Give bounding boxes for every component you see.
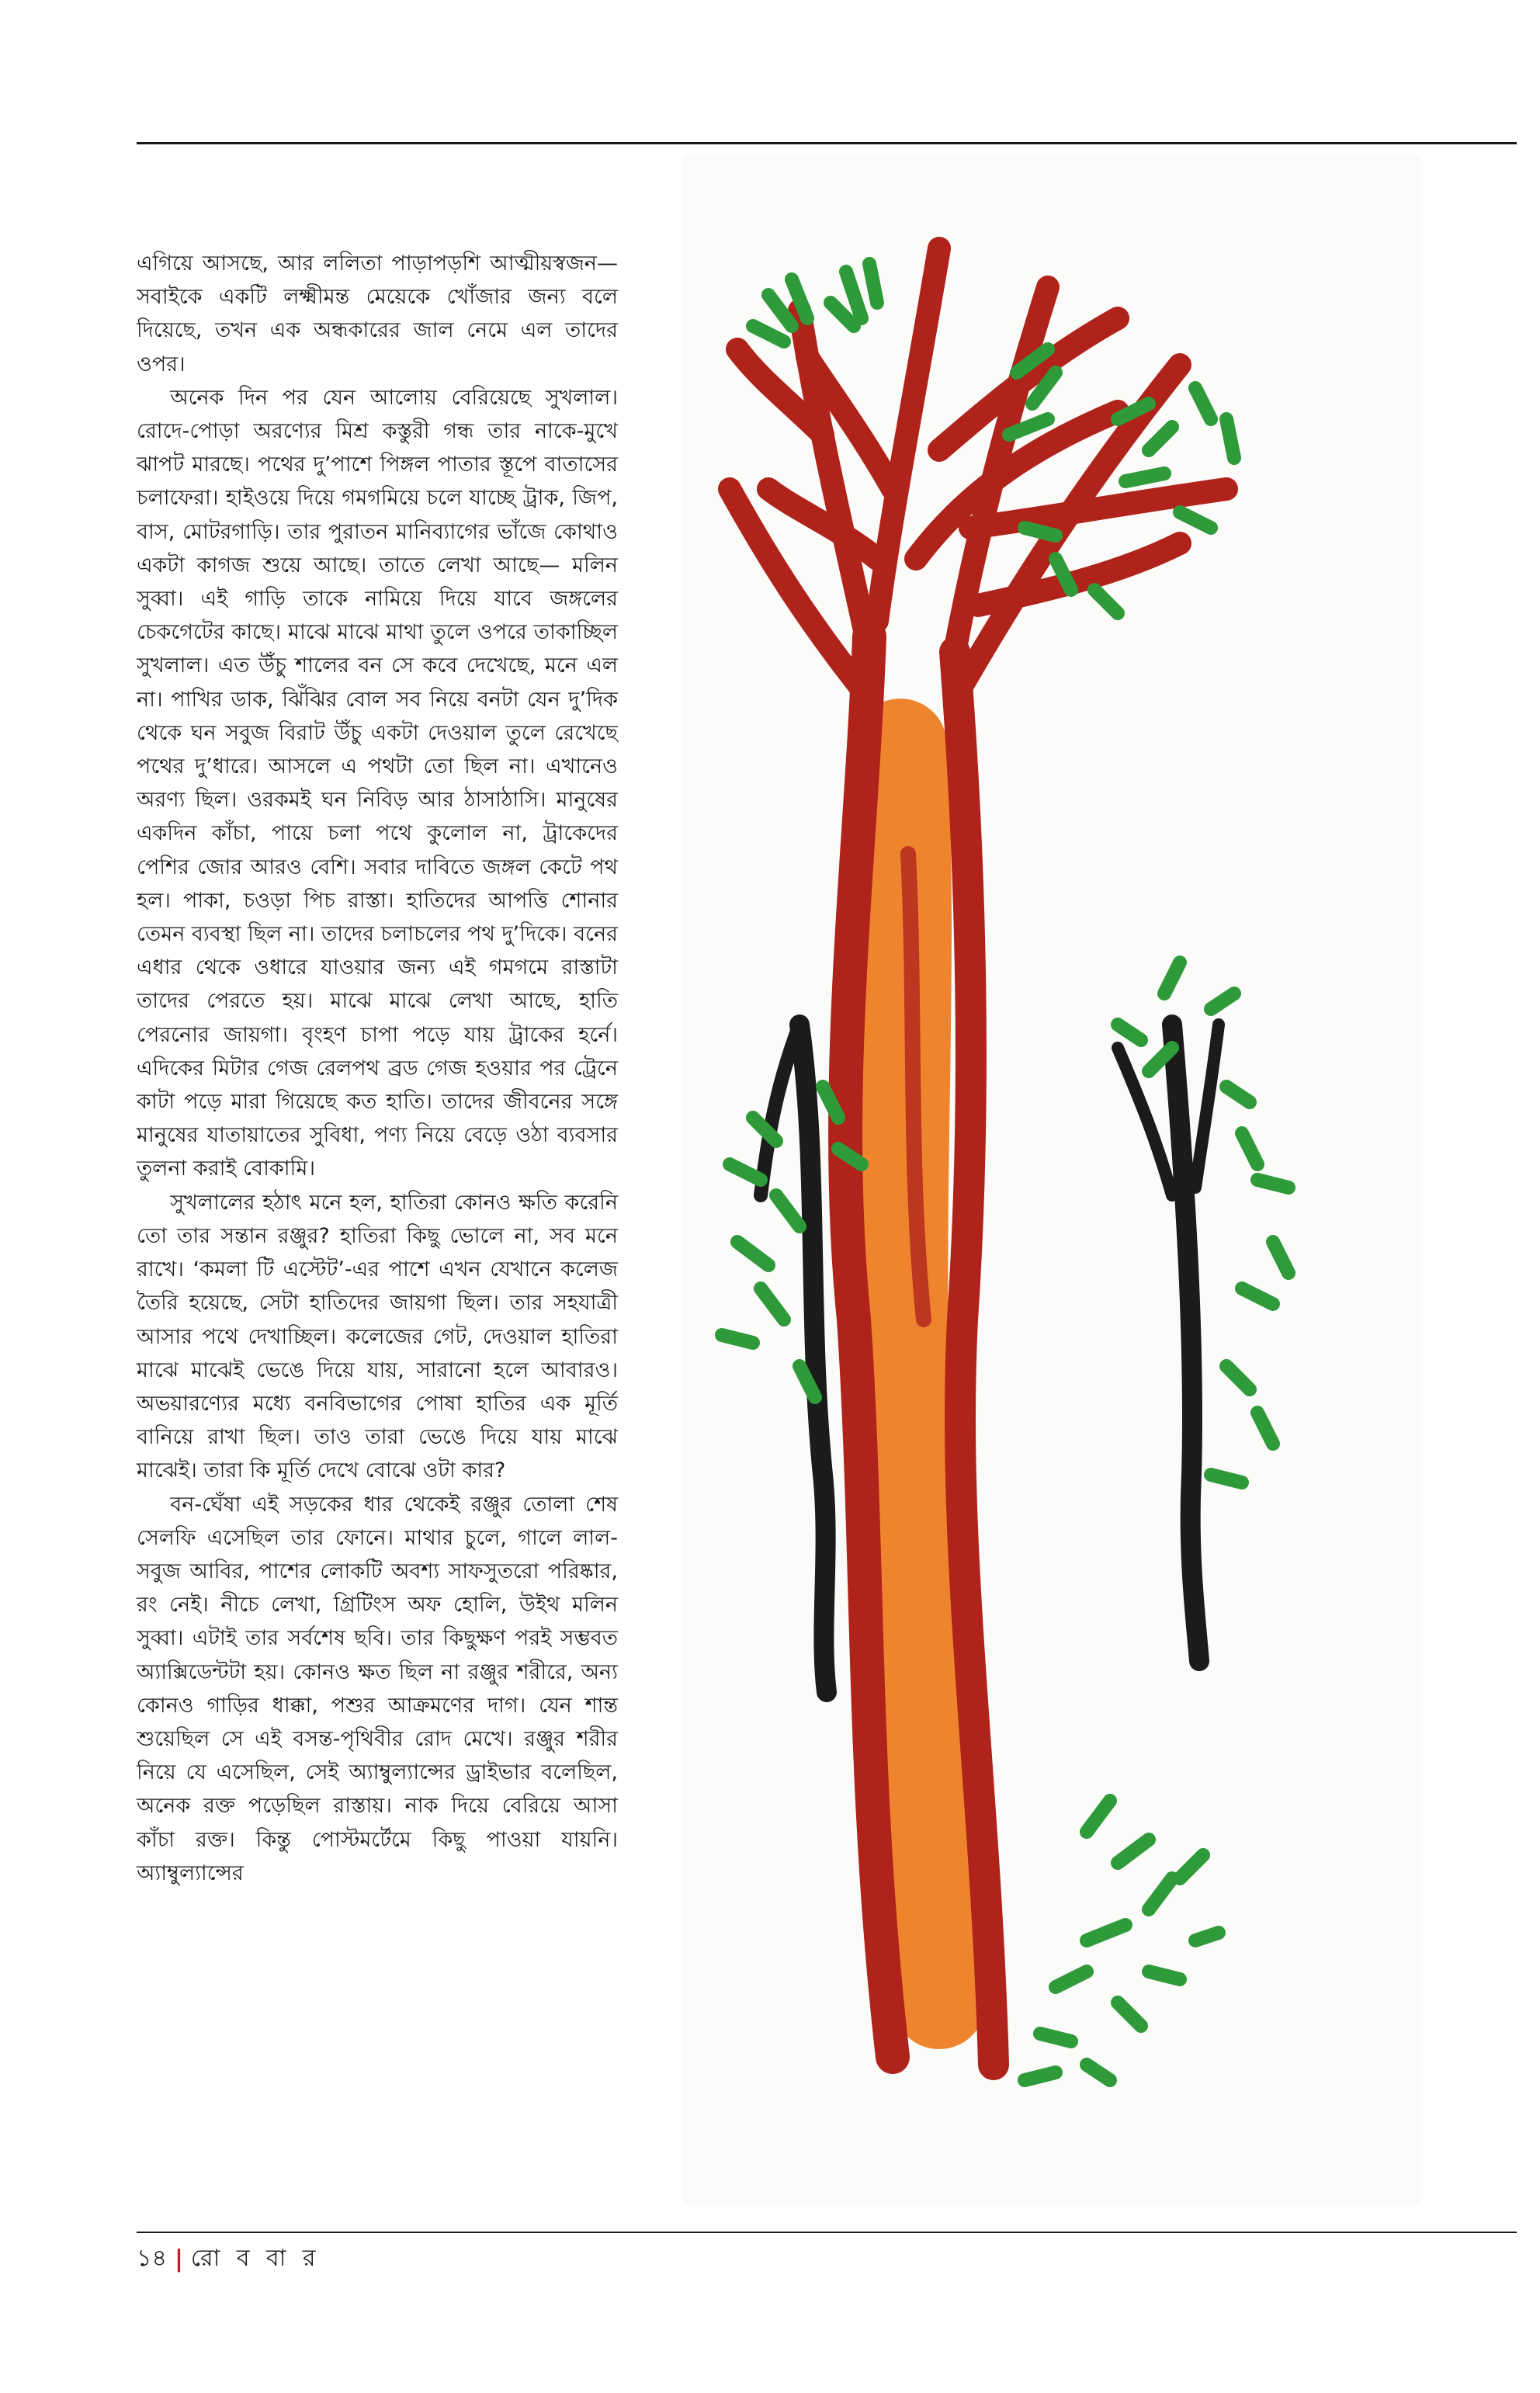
- paragraph: এগিয়ে আসছে, আর ললিতা পাড়াপড়শি আত্মীয়স্বজন— সবাইকে একটি লক্ষ্মীমন্ত মেয়েকে খোঁজার জন্য বলে দিয়েছে, তখন এক অন্ধকারের জাল নেমে এল তাদের ওপর।: [137, 251, 618, 376]
- black-trunk-left: [799, 1025, 827, 1692]
- footer-separator: |: [174, 2246, 183, 2273]
- magazine-name: রো ব বা র: [190, 2245, 321, 2272]
- tree-illustration: [683, 155, 1420, 2204]
- crayon-tree-drawing: [683, 155, 1420, 2204]
- top-rule: [137, 142, 1517, 144]
- bottom-rule: [137, 2232, 1517, 2233]
- paragraph: সুখলালের হঠাৎ মনে হল, হাতিরা কোনও ক্ষতি করেনি তো তার সন্তান রঞ্জুর? হাতিরা কিছু ভোলে না, সব মনে রাখে। ‘কমলা টি এস্টেট’-এর পাশে এখন যেখানে কলেজ তৈরি হয়েছে, সেটা হাতিদের জায়গা ছিল। তার সহযাত্রী আসার পথে দেখাচ্ছিল। কলেজের গেট, দেওয়াল হাতিরা মাঝে মাঝেই ভেঙে দিয়ে যায়, সারানো হলে আবারও। অভয়ারণ্যের মধ্যে বনবিভাগের পোষা হাতির এক মূর্তি বানিয়ে রাখা ছিল। তাও তারা ভেঙে দিয়ে যায় মাঝে মাঝেই। তারা কি মূর্তি দেখে বোঝে ওটা কার?: [137, 1190, 618, 1483]
- page-footer: [137, 2239, 320, 2279]
- paragraph: বন-ঘেঁষা এই সড়কের ধার থেকেই রঞ্জুর তোলা শেষ সেলফি এসেছিল তার ফোনে। মাথার চুলে, গালে লাল-সবুজ আবির, পাশের লোকটি অবশ্য সাফসুতরো পরিষ্কার, রং নেই। নীচে লেখা, গ্রিটিংস অফ হোলি, উইথ মলিন সুব্বা। এটাই তার সর্বশেষ ছবি। তার কিছুক্ষণ পরই সম্ভবত অ্যাক্সিডেন্টটা হয়। কোনও ক্ষত ছিল না রঞ্জুর শরীরে, অন্য কোনও গাড়ির ধাক্কা, পশুর আক্রমণের দাগ। যেন শান্ত শুয়েছিল সে এই বসন্ত-পৃথিবীর রোদ মেখে। রঞ্জুর শরীর নিয়ে যে এসেছিল, সেই অ্যাম্বুল্যান্সের ড্রাইভার বলেছিল, অনেক রক্ত পড়েছিল রাস্তায়। নাক দিয়ে বেরিয়ে আসা কাঁচা রক্ত। কিন্তু পোস্টমর্টেমে কিছু পাওয়া যায়নি। অ্যাম্বুল্যান্সের: [137, 1492, 618, 1885]
- page-number: ১৪: [137, 2245, 167, 2272]
- article-text: [137, 247, 618, 1890]
- black-trunk-right: [1172, 1025, 1199, 1661]
- paragraph: অনেক দিন পর যেন আলোয় বেরিয়েছে সুখলাল। রোদে-পোড়া অরণ্যের মিশ্র কস্তুরী গন্ধ তার নাকে-মুখে ঝাপট মারছে। পথের দু’পাশে পিঙ্গল পাতার স্তূপে বাতাসের চলাফেরা। হাইওয়ে দিয়ে গমগমিয়ে চলে যাচ্ছে ট্রাক, জিপ, বাস, মোটরগাড়ি। তার পুরাতন মানিব্যাগের ভাঁজে কোথাও একটা কাগজ শুয়ে আছে। তাতে লেখা আছে— মলিন সুব্বা। এই গাড়ি তাকে নামিয়ে দিয়ে যাবে জঙ্গলের চেকগেটের কাছে। মাঝে মাঝে মাথা তুলে ওপরে তাকাচ্ছিল সুখলাল। এত উঁচু শালের বন সে কবে দেখেছে, মনে এল না। পাখির ডাক, ঝিঁঝির বোল সব নিয়ে বনটা যেন দু’দিক থেকে ঘন সবুজ বিরাট উঁচু একটা দেওয়াল তুলে রেখেছে পথের দু’ধারে। আসলে এ পথটা তো ছিল না। এখানেও অরণ্য ছিল। ওরকমই ঘন নিবিড় আর ঠাসাঠাসি। মানুষের একদিন কাঁচা, পায়ে চলা পথে কুলোল না, ট্রাকেদের পেশির জোর আরও বেশি। সবার দাবিতে জঙ্গল কেটে পথ হল। পাকা, চওড়া পিচ রাস্তা। হাতিদের আপত্তি শোনার তেমন ব্যবস্থা ছিল না। তাদের চলাচলের পথ দু’দিকে। বনের এধার থেকে ওধারে যাওয়ার জন্য এই গমগমে রাস্তাটা তাদের পেরতে হয়। মাঝে মাঝে লেখা আছে, হাতি পেরনোর জায়গা। বৃংহণ চাপা পড়ে যায় ট্রাকের হর্নে। এদিকের মিটার গেজ রেলপথ ব্রড গেজ হওয়ার পর ট্রেনে কাটা পড়ে মারা গিয়েছে কত হাতি। তাদের জীবনের সঙ্গে মানুষের যাতায়াতের সুবিধা, পণ্য নিয়ে বেড়ে ওঠা ব্যবসার তুলনা করাই বোকামি।: [137, 385, 618, 1181]
